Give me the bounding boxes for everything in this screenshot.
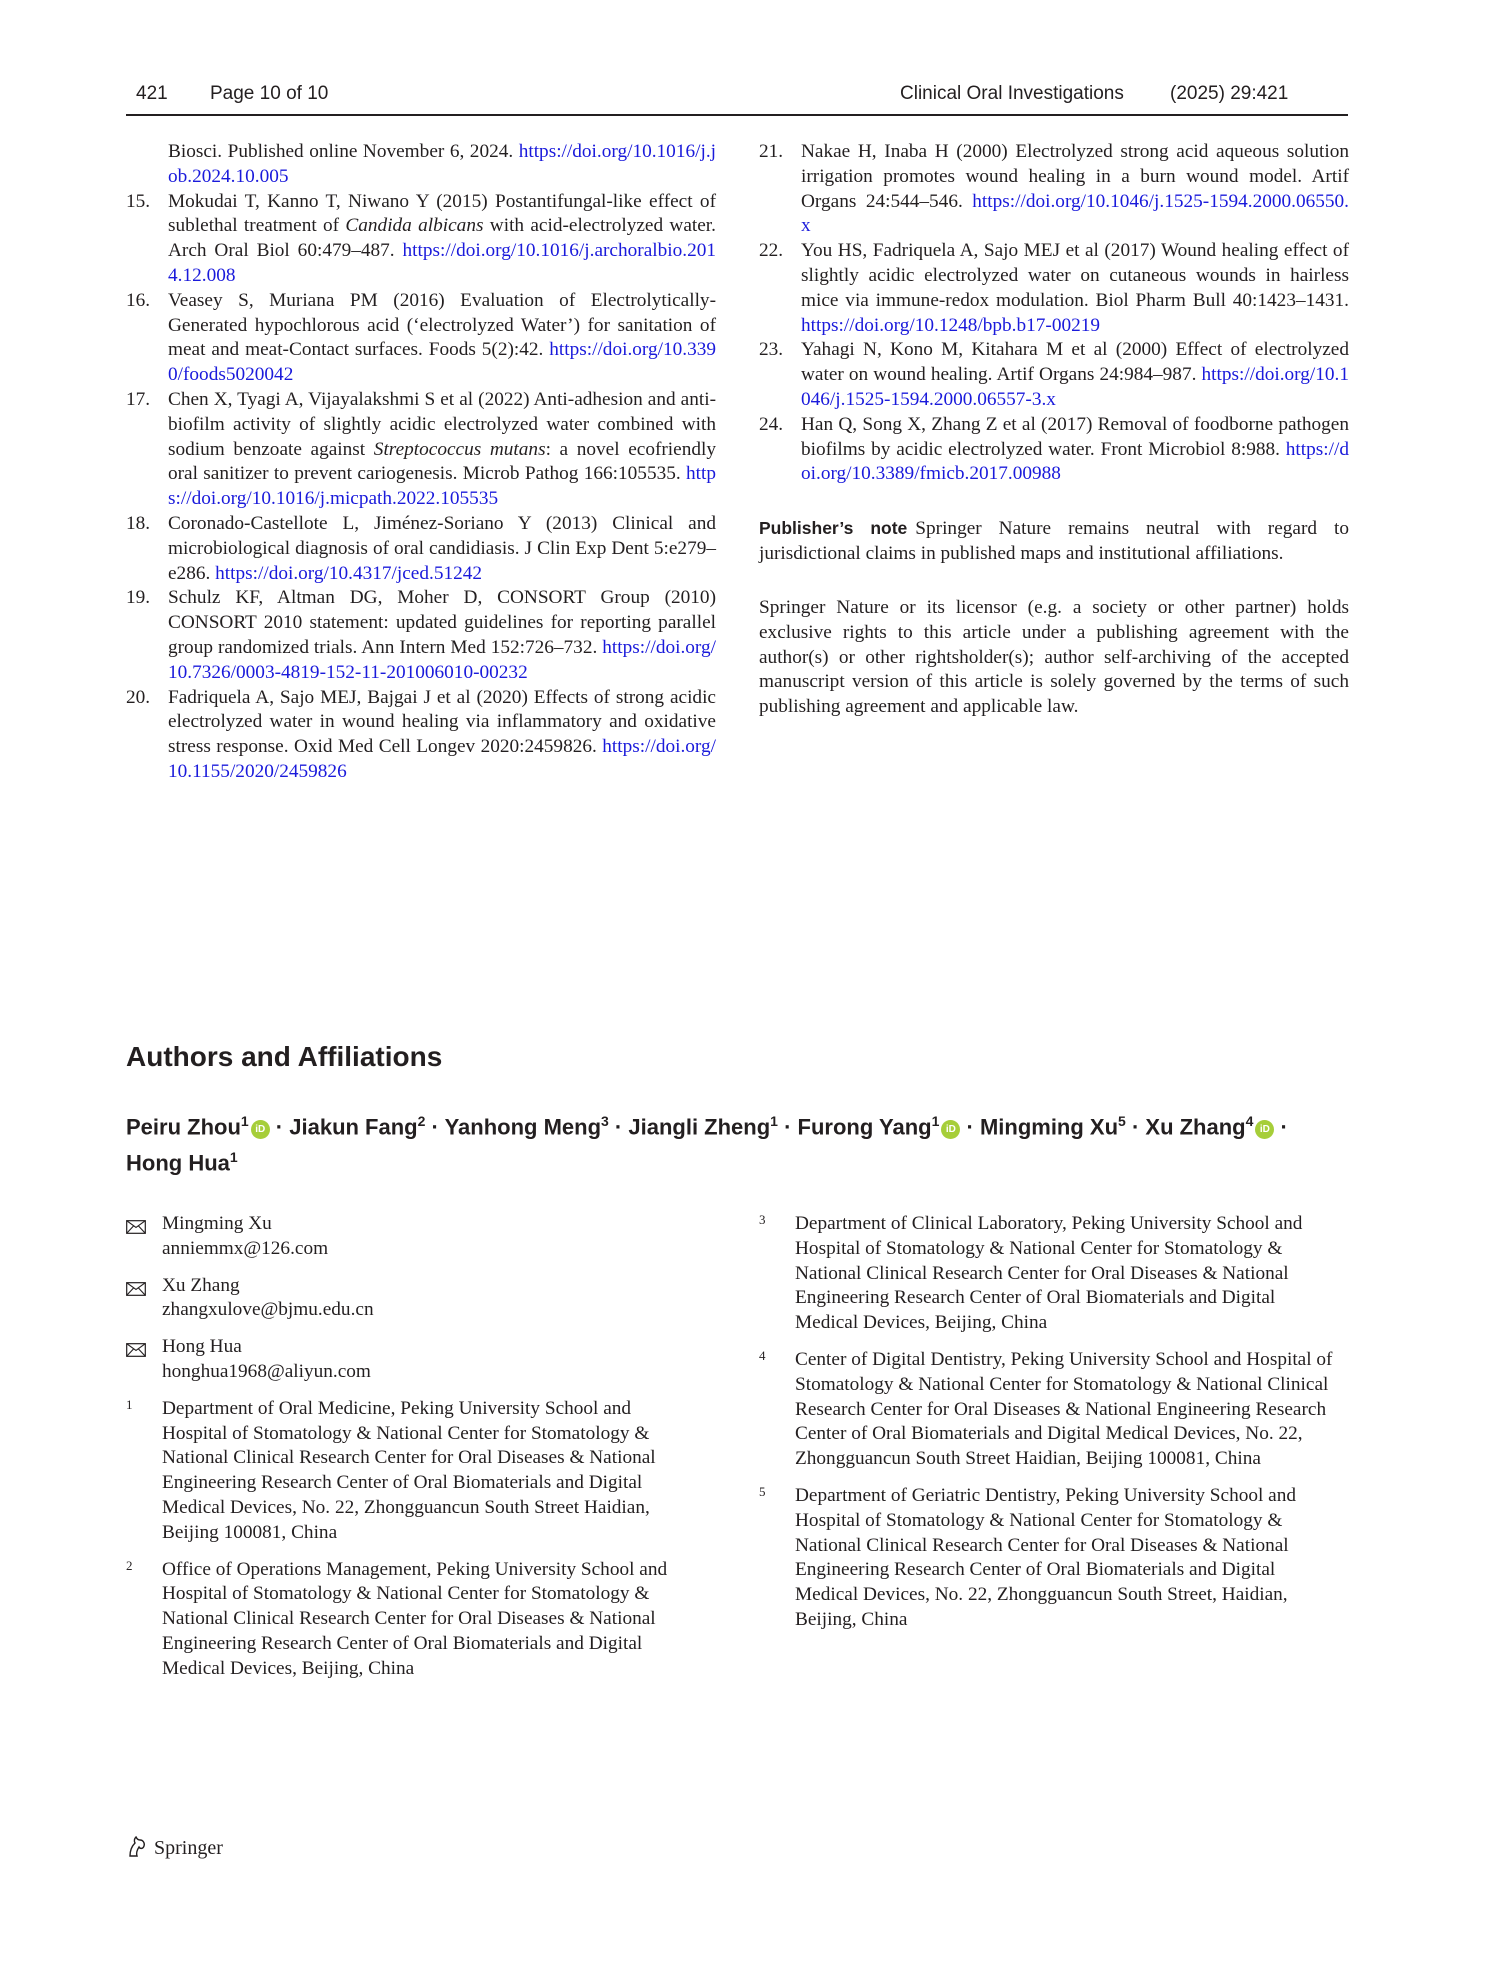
contact-email[interactable]: honghua1968@aliyun.com [162, 1360, 371, 1382]
reference-number: 22. [759, 240, 784, 262]
reference-item [126, 586, 716, 685]
reference-number: 15. [126, 190, 151, 212]
envelope-icon [126, 1217, 146, 1231]
author-name: Furong Yang [797, 1114, 932, 1140]
author-affiliation-sup: 1 [240, 1113, 249, 1129]
reference-number: 24. [759, 413, 784, 435]
author-name: Mingming Xu [979, 1114, 1119, 1140]
affiliation-entry [126, 1397, 686, 1546]
author-affiliation-sup: 1 [931, 1113, 940, 1129]
reference-doi-link[interactable]: https://doi.org/10.1248/bpb.b17-00219 [801, 314, 1101, 336]
author-affiliation-sup: 1 [770, 1113, 778, 1129]
author-name: Hong Hua [126, 1150, 230, 1176]
affiliation-entry [759, 1484, 1339, 1633]
footer [126, 1834, 223, 1860]
reference-text: Nakae H, Inaba H (2000) Electrolyzed strong acid aqueous solution irrigation promotes wound healing in a burn wound model. Artif Organs 24:544–546. [801, 141, 1349, 212]
reference-item [126, 140, 716, 190]
reference-doi-link[interactable]: https://doi.org/10.1155/2020/2459826 [168, 736, 716, 782]
journal-name: Clinical Oral Investigations [900, 83, 1124, 104]
author-name: Jiakun Fang [289, 1114, 418, 1140]
affiliation-number: 5 [759, 1483, 766, 1499]
reference-doi-link[interactable]: https://doi.org/10.3390/foods5020042 [168, 339, 716, 386]
reference-text-cont: : a novel ecofriendly oral sanitizer to prevent cariogenesis. Microb Pathog 166:105535. [168, 438, 716, 485]
reference-number: 16. [126, 289, 151, 311]
affiliation-number: 4 [759, 1347, 766, 1363]
author-affiliation-sup: 4 [1245, 1113, 1254, 1129]
affiliation-number: 3 [759, 1212, 766, 1227]
envelope-icon [126, 1279, 146, 1293]
envelope-icon [126, 1340, 146, 1354]
publisher-note-text: Springer Nature remains neutral with regard to jurisdictional claims in published maps and institutional affiliations. [759, 518, 1349, 564]
header-rule [126, 114, 1348, 116]
reference-species: Candida albicans [345, 215, 484, 237]
reference-doi-link[interactable]: https://doi.org/10.1046/j.1525-1594.2000.06550.x [801, 190, 1349, 237]
reference-item [759, 338, 1349, 412]
reference-doi-link[interactable]: https://doi.org/10.1046/j.1525-1594.2000.06557-3.x [801, 364, 1349, 410]
reference-number: 21. [759, 141, 784, 162]
affiliation-number: 2 [126, 1557, 133, 1573]
author-separator: · [960, 1114, 980, 1140]
contact-name: Xu Zhang [162, 1274, 240, 1296]
reference-item [126, 512, 716, 586]
affiliation-text: Department of Oral Medicine, Peking University School and Hospital of Stomatology & National Center for Stomatology & National Clinical Research Center for Oral Diseases & National Engineering Research Center of Oral Biomaterials and Digital Medical Devices, No. 22, Zhongguancun South Street Haidian, Beijing 100081, China [162, 1397, 656, 1543]
reference-doi-link[interactable]: https://doi.org/10.1016/j.job.2024.10.005 [168, 141, 716, 187]
reference-text: Chen X, Tyagi A, Vijayalakshmi S et al (2022) Anti-adhesion and anti-biofilm activity of slightly acidic electrolyzed water combined with sodium benzoate against [168, 388, 716, 460]
reference-text: Coronado-Castellote L, Jiménez-Soriano Y (2013) Clinical and microbiological diagnosis of oral candidiasis. J Clin Exp Dent 5:e279–e286. [168, 512, 716, 584]
publisher-name: Springer [154, 1837, 223, 1859]
contact-name: Mingming Xu [162, 1213, 272, 1234]
affiliation-text: Center of Digital Dentistry, Peking University School and Hospital of Stomatology & National Center for Stomatology & National Clinical Research Center for Oral Diseases & National Engineering Research Center of Oral Biomaterials and Digital Medical Devices, No. 22, Zhongguancun South Street Haidian, Beijing 100081, China [795, 1348, 1333, 1470]
contact-entry [126, 1335, 686, 1385]
references-left-column [126, 140, 716, 785]
reference-text: Yahagi N, Kono M, Kitahara M et al (2000) Effect of electrolyzed water on wound healing. Artif Organs 24:984–987. [801, 339, 1349, 386]
affiliations-left-column [126, 1212, 686, 1694]
author-separator: · [608, 1114, 629, 1140]
orcid-icon[interactable]: iD [941, 1120, 960, 1139]
reference-doi-link[interactable]: https://doi.org/10.1016/j.archoralbio.2014.12.008 [168, 240, 716, 286]
authors-heading: Authors and Affiliations [126, 1041, 443, 1072]
reference-item [759, 140, 1349, 239]
reference-text-cont: with acid-electrolyzed water. Arch Oral Biol 60:479–487. [168, 215, 716, 262]
reference-item [759, 413, 1349, 487]
contact-entry [126, 1274, 686, 1324]
reference-species: Streptococcus mutans [373, 438, 546, 460]
author-affiliation-sup: 1 [229, 1149, 238, 1166]
page-label: Page 10 of 10 [210, 83, 329, 104]
reference-number: 17. [126, 388, 151, 410]
author-separator: · [1274, 1114, 1288, 1140]
author-name: Xu Zhang [1145, 1114, 1246, 1140]
contact-entry [126, 1212, 686, 1262]
affiliation-text: Department of Geriatric Dentistry, Peking University School and Hospital of Stomatology & National Center for Stomatology & National Clinical Research Center for Oral Diseases & National Engineering Research Center of Oral Biomaterials and Digital Medical Devices, No. 22, Zhongguancun South Street, Haidian, Beijing, China [795, 1484, 1297, 1630]
affiliation-entry [126, 1558, 686, 1682]
affiliation-entry [759, 1348, 1339, 1472]
reference-text: Fadriquela A, Sajo MEJ, Bajgai J et al (2020) Effects of strong acidic electrolyzed water in wound healing via inflammatory and oxidative stress response. Oxid Med Cell Longev 2020:2459826. [168, 686, 716, 758]
reference-doi-link[interactable]: https://doi.org/10.3389/fmicb.2017.00988 [801, 438, 1349, 485]
publisher-note [759, 516, 1349, 567]
reference-item [126, 190, 716, 289]
reference-text: You HS, Fadriquela A, Sajo MEJ et al (2017) Wound healing effect of slightly acidic electrolyzed water on cutaneous wounds in hairless mice via immune-redox modulation. Biol Pharm Bull 40:1423–1431. [801, 240, 1349, 311]
reference-doi-link[interactable]: https://doi.org/10.7326/0003-4819-152-11-201006010-00232 [168, 636, 716, 683]
author-affiliation-sup: 5 [1118, 1113, 1126, 1129]
author-name: Yanhong Meng [444, 1114, 602, 1140]
affiliation-text: Department of Clinical Laboratory, Peking University School and Hospital of Stomatology & National Center for Stomatology & National Clinical Research Center for Oral Diseases & National Engineering Research Center of Oral Biomaterials and Digital Medical Devices, Beijing, China [795, 1213, 1303, 1334]
reference-number: 19. [126, 587, 151, 609]
reference-text: Veasey S, Muriana PM (2016) Evaluation of Electrolytically-Generated hypochlorous acid (‘electrolyzed Water’) for sanitation of meat and meat-Contact surfaces. Foods 5(2):42. [168, 289, 716, 361]
author-name: Peiru Zhou [126, 1114, 241, 1140]
reference-text: Biosci. Published online November 6, 2024. [168, 141, 519, 162]
contact-email[interactable]: anniemmx@126.com [162, 1237, 329, 1259]
author-separator: · [425, 1114, 445, 1140]
rights-statement: Springer Nature or its licensor (e.g. a society or other partner) holds exclusive rights to this article under a publishing agreement with the author(s) or other rightsholder(s); author self-archiving of the accepted manuscript version of this article is solely governed by the terms of such publishing agreement and applicable law. [759, 597, 1349, 718]
orcid-icon[interactable]: iD [1255, 1120, 1274, 1139]
reference-text: Schulz KF, Altman DG, Moher D, CONSORT Group (2010) CONSORT 2010 statement: updated guidelines for reporting parallel group randomized trials. Ann Intern Med 152:726–732. [168, 587, 716, 658]
contact-name: Hong Hua [162, 1336, 242, 1358]
article-number: 421 [136, 83, 168, 104]
affiliations-right-column [759, 1212, 1339, 1645]
author-separator: · [1125, 1114, 1146, 1140]
author-affiliation-sup: 3 [601, 1113, 609, 1129]
reference-number: 20. [126, 686, 151, 708]
author-separator: · [269, 1114, 290, 1140]
author-list [126, 1106, 1326, 1179]
reference-doi-link[interactable]: https://doi.org/10.4317/jced.51242 [215, 562, 483, 584]
publisher-note-label: Publisher’s note [759, 518, 908, 538]
reference-number: 23. [759, 339, 784, 361]
affiliation-text: Office of Operations Management, Peking University School and Hospital of Stomatology & National Center for Stomatology & National Clinical Research Center for Oral Diseases & National Engineering Research Center of Oral Biomaterials and Digital Medical Devices, Beijing, China [162, 1558, 668, 1679]
affiliation-number: 1 [126, 1396, 133, 1412]
springer-horse-icon [126, 1834, 148, 1858]
reference-text: Mokudai T, Kanno T, Niwano Y (2015) Postantifungal-like effect of sublethal treatment of [168, 190, 716, 237]
reference-item [126, 289, 716, 388]
author-name: Jiangli Zheng [628, 1114, 771, 1140]
reference-doi-link[interactable]: https://doi.org/10.1016/j.micpath.2022.105535 [168, 463, 716, 510]
reference-item [126, 388, 716, 512]
reference-number: 18. [126, 512, 151, 534]
author-affiliation-sup: 2 [417, 1113, 426, 1129]
reference-text: Han Q, Song X, Zhang Z et al (2017) Removal of foodborne pathogen biofilms by acidic electrolyzed water. Front Microbiol 8:988. [801, 413, 1349, 460]
running-header [126, 80, 1348, 114]
year-volume: (2025) 29:421 [1170, 83, 1289, 104]
references-right-column [759, 140, 1349, 487]
contact-email[interactable]: zhangxulove@bjmu.edu.cn [162, 1299, 374, 1321]
affiliation-entry [759, 1212, 1339, 1336]
reference-item [126, 686, 716, 785]
orcid-icon[interactable]: iD [251, 1120, 270, 1139]
author-separator: · [777, 1114, 798, 1140]
reference-item [759, 239, 1349, 338]
